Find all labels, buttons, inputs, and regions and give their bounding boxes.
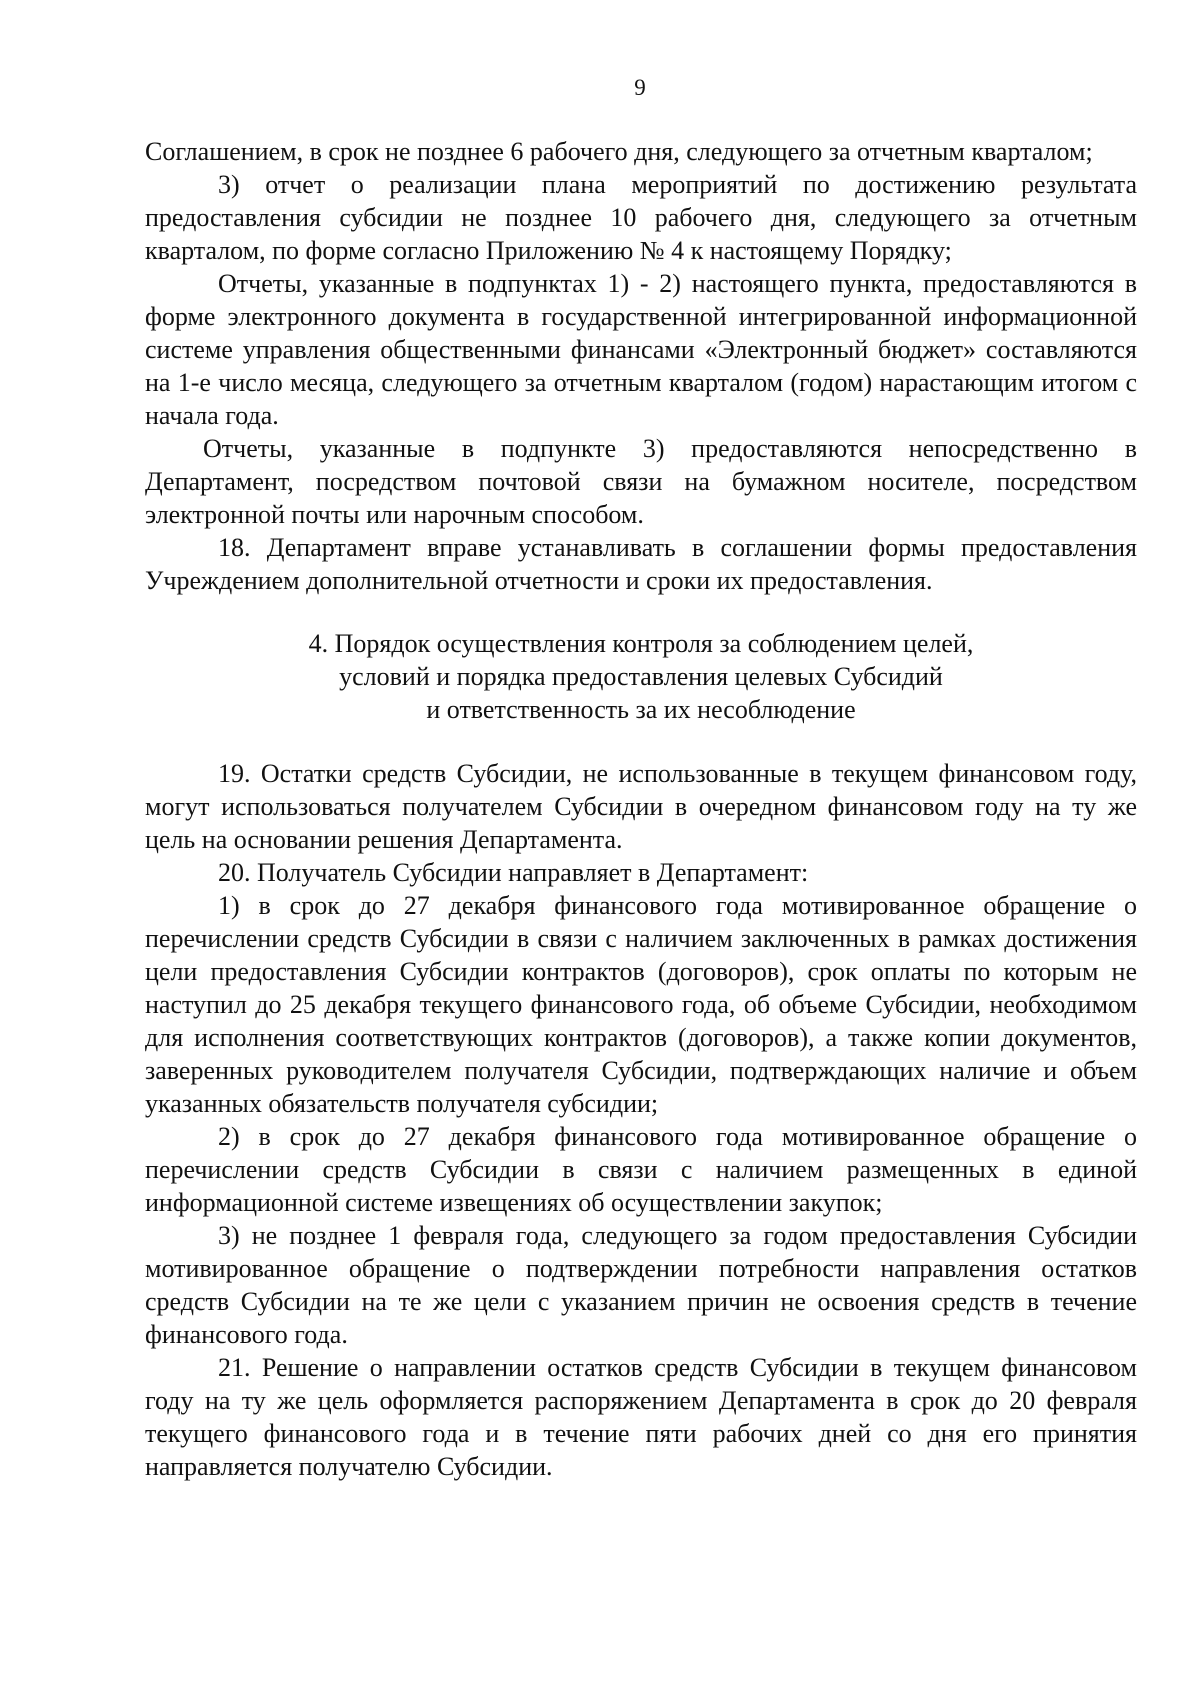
section-heading-line-2: условий и порядка предоставления целевых Субсидий [339,662,943,691]
section-heading-line-3: и ответственность за их несоблюдение [426,695,856,724]
paragraph-paper-reports: Отчеты, указанные в подпункте 3) предоставляются непосредственно в Департамент, посредством почтовой связи на бумажном носителе, посредством электронной почты или нарочным способом. [145,434,1137,529]
paragraph-electronic-reports: Отчеты, указанные в подпунктах 1) - 2) настоящего пункта, предоставляются в форме электронного документа в государственной интегрированной информационной системе управления общественными финансами «Электронный бюджет» составляются на 1-е число месяца, следующего за отчетным кварталом (годом) нарастающим итогом с начала года. [145,269,1137,430]
paragraph-item-20-sub-2: 2) в срок до 27 декабря финансового года мотивированное обращение о перечислении средств Субсидии в связи с наличием размещенных в единой информационной системе извещениях об осуществлении закупок; [145,1122,1137,1217]
paragraph-report-item-3: 3) отчет о реализации плана мероприятий по достижению результата предоставления субсидии не позднее 10 рабочего дня, следующего за отчетным кварталом, по форме согласно Приложению № 4 к настоящему Порядку; [145,170,1137,265]
section-heading [145,627,1137,726]
paragraph-item-19: 19. Остатки средств Субсидии, не использованные в текущем финансовом году, могут использоваться получателем Субсидии в очередном финансовом году на ту же цель на основании решения Департамента. [145,759,1137,854]
paragraph-item-21: 21. Решение о направлении остатков средств Субсидии в текущем финансовом году на ту же цель оформляется распоряжением Департамента в срок до 20 февраля текущего финансового года и в течение пяти рабочих дней со дня его принятия направляется получателю Субсидии. [145,1353,1137,1481]
paragraph-continued-reporting-deadline: Соглашением, в срок не позднее 6 рабочего дня, следующего за отчетным кварталом; [145,137,1093,166]
paragraph-item-20: 20. Получатель Субсидии направляет в Департамент: [218,858,809,887]
document-body [145,135,1137,1483]
paragraph-item-20-sub-1: 1) в срок до 27 декабря финансового года мотивированное обращение о перечислении средств Субсидии в связи с наличием заключенных в рамках достижения цели предоставления Субсидии контрактов (договоров), срок оплаты по которым не наступил до 25 декабря текущего финансового года, об объеме Субсидии, необходимом для исполнения соответствующих контрактов (договоров), а также копии документов, заверенных руководителем получателя Субсидии, подтверждающих наличие и объем указанных обязательств получателя субсидии; [145,891,1137,1118]
page-number: 9 [634,75,646,100]
section-heading-line-1: 4. Порядок осуществления контроля за соблюдением целей, [308,629,974,658]
paragraph-item-18: 18. Департамент вправе устанавливать в соглашении формы предоставления Учреждением дополнительной отчетности и сроки их предоставления. [145,533,1137,595]
paragraph-item-20-sub-3: 3) не позднее 1 февраля года, следующего за годом предоставления Субсидии мотивированное обращение о подтверждении потребности направления остатков средств Субсидии на те же цели с указанием причин не освоения средств в течение финансового года. [145,1221,1137,1349]
